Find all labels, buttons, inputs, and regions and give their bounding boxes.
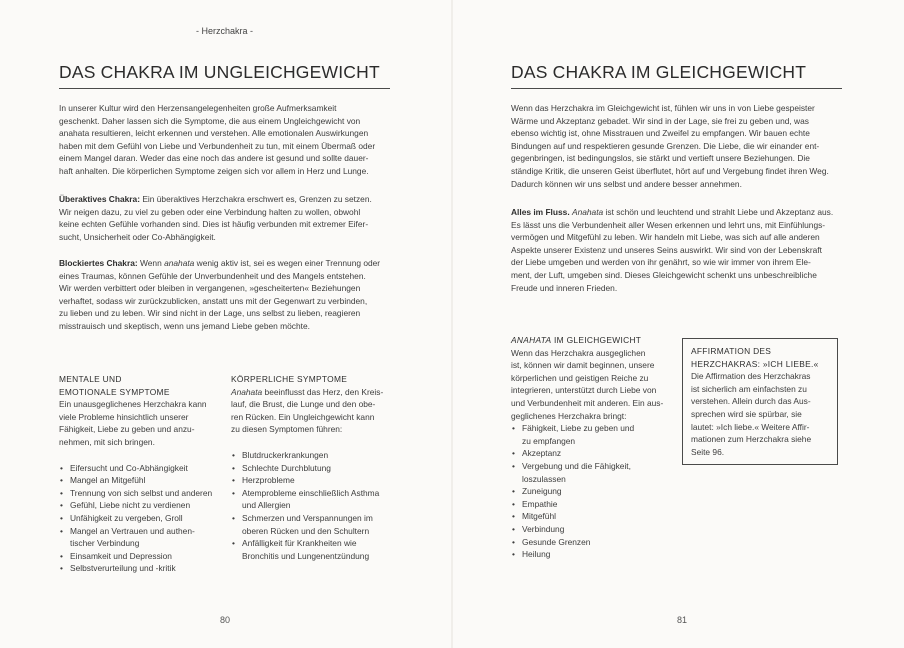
list-item: • Zuneigung [511,485,676,498]
right-page-number: 81 [677,615,688,625]
right-intro-paragraph: Wenn das Herzchakra im Gleichgewicht ist, fühlen wir uns in von Liebe gespeister Wärme und Akzeptanz gebadet. Wir sind in der Lage, sie frei zu geben und, was ebenso wichtig ist, ohne Misstrauen und Zweifel zu empfangen. Wir bauen echte Bindungen auf und respektieren gesunde Grenzen. Die Liebe, die wir einander ent- gegenbringen, ist bedingungslos, sie stärkt und vertieft unsere Beziehungen. Die ständige Kritik, die unseren Geist überflutet, hört auf und Vergebung findet ihren Weg. Dadurch können wir uns selbst und andere besser annehmen. [511,103,829,189]
list-item: • Akzeptanz [511,447,676,460]
affirmation-heading: AFFIRMATION DES HERZCHAKRAS: »ICH LIEBE.« [691,346,819,369]
mental-symptoms-list [59,462,229,575]
left-page-number: 80 [220,615,231,625]
list-item: • Atemprobleme einschließlich Asthma und Allergien [231,487,401,512]
balance-list [511,422,676,561]
physical-symptoms-text: Anahata beeinflusst das Herz, den Kreis- lauf, die Brust, die Lunge und den obe- ren Rücken. Ein Ungleichgewicht kann zu diesen Symptomen führen: [231,386,384,435]
left-intro-paragraph: In unserer Kultur wird den Herzensangelegenheiten große Aufmerksamkeit geschenkt. Daher lassen sich die Symptome, die aus einem Ungleichgewicht von anahata resultieren, leicht erkennen und verstehen. Alle emotionalen Auswirkungen haben mit dem Gefühl von Liebe und Verbundenheit zu tun, mit einem Übermaß oder einem Mangel daran. Weder das eine noch das andere ist gesund und sollte dauer- haft anhalten. Die körperlichen Symptome zeigen sich vor allem in Herz und Lunge. [59,103,376,176]
physical-symptoms-list [231,449,401,562]
list-item: • Selbstverurteilung und -kritik [59,562,229,575]
right-title-rule [511,88,842,89]
physical-symptoms-section [231,373,401,562]
list-item: • Anfälligkeit für Krankheiten wie Bronchitis und Lungenentzündung [231,537,401,562]
balance-section [511,334,676,561]
list-item: • Vergebung und die Fähigkeit, loszulassen [511,460,676,485]
page-gutter [451,0,453,648]
left-page-title: DAS CHAKRA IM UNGLEICHGEWICHT [59,62,380,82]
list-item: • Mangel an Vertrauen und authen- tischer Verbindung [59,525,229,550]
list-item: • Schlechte Durchblutung [231,462,401,475]
list-item: • Fähigkeit, Liebe zu geben und zu empfangen [511,422,676,447]
list-item: • Heilung [511,548,676,561]
mental-symptoms-text: Ein unausgeglichenes Herzchakra kann viele Probleme hinsichtlich unserer Fähigkeit, Liebe zu geben und anzu- nehmen, mit sich bringen. [59,399,207,447]
blocked-label: Blockiertes Chakra: [59,258,138,268]
list-item: • Schmerzen und Verspannungen im oberen Rücken und den Schultern [231,512,401,537]
list-item: • Mitgefühl [511,510,676,523]
list-item: • Trennung von sich selbst und anderen [59,487,229,500]
mental-symptoms-section [59,373,229,575]
affirmation-box [682,338,838,465]
list-item: • Mangel an Mitgefühl [59,474,229,487]
list-item: • Verbindung [511,523,676,536]
left-title-rule [59,88,390,89]
overactive-chakra-paragraph: Überaktives Chakra: Ein überaktives Herzchakra erschwert es, Grenzen zu setzen. Wir neigen dazu, zu viel zu geben oder eine Verbindung halten zu wollen, obwohl keine echten Gefühle vorhanden sind. Dies ist häufig verbunden mit extremer Eifer- sucht, Unsicherheit oder Co-Abhängigkeit. [59,194,372,242]
list-item: • Gefühl, Liebe nicht zu verdienen [59,499,229,512]
balance-text: Wenn das Herzchakra ausgeglichen ist, können wir damit beginnen, unsere körperlichen und geistigen Reiche zu integrieren, unterstützt durch Liebe von und Verbundenheit mit anderen. Ein aus- geglichenes Herzchakra bringt: [511,347,664,421]
flow-paragraph: Alles im Fluss. Anahata ist schön und leuchtend und strahlt Liebe und Akzeptanz aus. Es lässt uns die Verbundenheit aller Wesen erkennen und lehrt uns, mit Einfühlungs- vermögen und Mitgefühl zu leben. Wir handeln mit Liebe, was sich auf alle anderen Aspekte unserer Existenz und unseres Seins auswirkt. Wir sind von der Lebenskraft der Liebe umgeben und werden von ihr genährt, so wie wir immer von ihrem Ele- ment, der Luft, umgeben sind. Dieses Gleichgewicht schenkt uns unbeschreibliche Freude und inneren Frieden. [511,207,834,293]
balance-heading: ANAHATA IM GLEICHGEWICHT [511,335,642,345]
list-item: • Herzprobleme [231,474,401,487]
blocked-chakra-paragraph: Blockiertes Chakra: Wenn anahata wenig aktiv ist, sei es wegen einer Trennung oder eines Traumas, können Gefühle der Unverbundenheit und des Mangels entstehen. Wir werden verbittert oder bleiben in vergangenen, »gescheiterten« Beziehungen verhaftet, sodass wir zurückzublicken, anstatt uns mit der Gegenwart zu verbinden, zu lieben und zu leben. Wir sind nicht in der Lage, uns selbst zu lieben, reagieren misstrauisch und skeptisch, wenn uns jemand Liebe geben möchte. [59,258,381,331]
mental-symptoms-heading: MENTALE UND EMOTIONALE SYMPTOME [59,374,170,397]
right-page-title: DAS CHAKRA IM GLEICHGEWICHT [511,62,807,82]
list-item: • Empathie [511,498,676,511]
physical-symptoms-heading: KÖRPERLICHE SYMPTOME [231,374,348,384]
list-item: • Gesunde Grenzen [511,536,676,549]
list-item: • Einsamkeit und Depression [59,550,229,563]
list-item: • Unfähigkeit zu vergeben, Groll [59,512,229,525]
running-header: - Herzchakra - [196,26,254,36]
affirmation-text: Die Affirmation des Herzchakras ist sicherlich am einfachsten zu verstehen. Allein durch das Aus- sprechen wird sie spürbar, sie lautet: »Ich liebe.« Weitere Affir- mationen zum Herzchakra siehe Seite 96. [691,371,812,457]
overactive-label: Überaktives Chakra: [59,194,140,204]
list-item: • Blutdruckerkrankungen [231,449,401,462]
list-item: • Eifersucht und Co-Abhängigkeit [59,462,229,475]
flow-label: Alles im Fluss. [511,207,570,217]
